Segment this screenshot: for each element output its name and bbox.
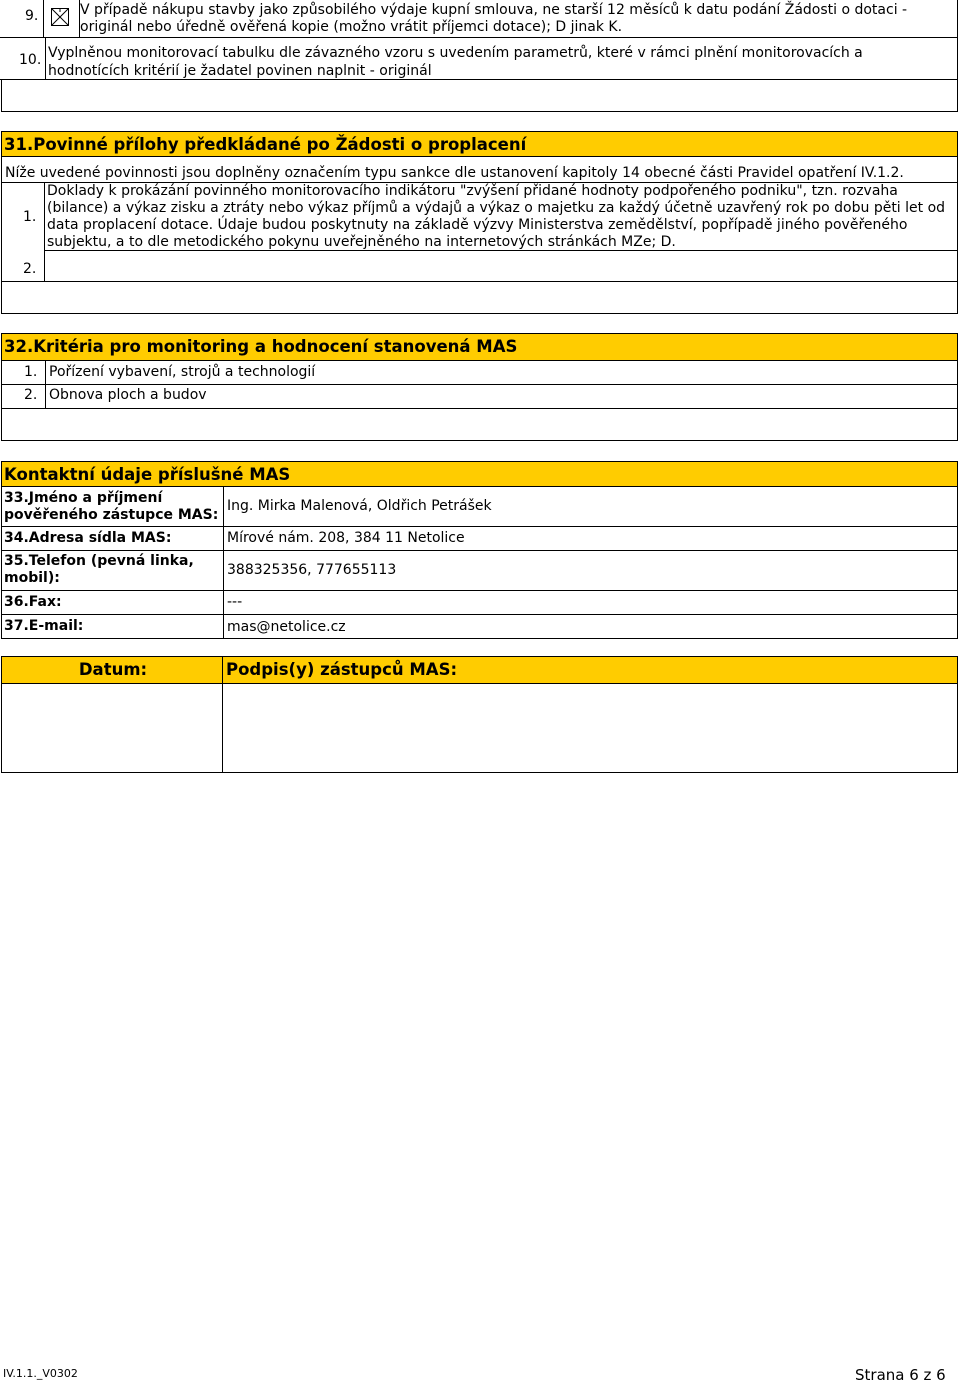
- criteria-number-cell: [2, 361, 46, 385]
- section-title: Kontaktní údaje příslušné MAS: [4, 465, 291, 484]
- spacer-box: [1, 80, 958, 112]
- signature-sign-field[interactable]: [223, 684, 958, 773]
- footer-page: Strana 6 z 6: [855, 1366, 946, 1384]
- item-number-cell: [0, 0, 44, 38]
- criteria-row: [1, 361, 958, 385]
- contact-value: ---: [227, 594, 243, 610]
- spacer-box: [1, 409, 958, 441]
- sign-label: Podpis(y) zástupců MAS:: [226, 660, 458, 679]
- contact-value: 388325356, 777655113: [227, 562, 397, 578]
- contact-row-name: [1, 487, 958, 527]
- signature-date-header: [1, 656, 223, 684]
- contact-row-address: [1, 527, 958, 551]
- contact-label: 35.Telefon (pevná linka, mobil):: [4, 553, 194, 586]
- criteria-number-cell: [2, 385, 46, 409]
- contact-label: 34.Adresa sídla MAS:: [4, 530, 172, 546]
- criteria-number: 2.: [24, 387, 38, 403]
- footer-code: IV.1.1._V0302: [3, 1367, 78, 1380]
- item-number: 10.: [19, 52, 42, 68]
- section-title: 31.Povinné přílohy předkládané po Žádosti o proplacení: [4, 135, 527, 154]
- section-31-intro: Níže uvedené povinnosti jsou doplněny označením typu sankce dle ustanovení kapitoly 14 obecné části Pravidel opatření IV.1.2.: [1, 157, 958, 183]
- contact-value: Mírové nám. 208, 384 11 Netolice: [227, 530, 465, 546]
- list-item-number: 2.: [23, 261, 37, 277]
- section-31-header: [1, 131, 958, 157]
- contact-label: 33.Jméno a příjmení pověřeného zástupce MAS:: [4, 490, 219, 523]
- criteria-text: Pořízení vybavení, strojů a technologií: [49, 364, 316, 380]
- contact-row-phone: [1, 551, 958, 591]
- label-cell: [2, 527, 224, 551]
- contact-value: mas@netolice.cz: [227, 619, 346, 635]
- contact-header: [1, 461, 958, 487]
- section-32-header: [1, 333, 958, 361]
- item-number: 9.: [25, 8, 39, 24]
- item-number-cell: [0, 38, 46, 80]
- label-cell: [2, 487, 224, 527]
- label-cell: [2, 615, 224, 639]
- item-10-row: [0, 38, 958, 80]
- spacer-box: [1, 281, 958, 314]
- item-text: V případě nákupu stavby jako způsobilého výdaje kupní smlouva, ne starší 12 měsíců k datu podání Žádosti o dotaci - originál nebo úředně ověřená kopie (možno vrátit příjemci dotace); D jinak K.: [80, 2, 908, 35]
- contact-row-fax: [1, 591, 958, 615]
- criteria-row: [1, 385, 958, 409]
- item-text-cell: [46, 38, 958, 80]
- list-item-text: Doklady k prokázání povinného monitorovacího indikátoru "zvýšení přidané hodnoty podpořeného podniku", tzn. rozvaha (bilance) a výkaz zisku a ztráty nebo výkaz příjmů a výdajů a výkaz o majetku za každý účetně uzavřený rok po dobu pěti let od data proplacení dotace. Údaje budou poskytnuty na základě výzvy Ministerstva zemědělství, popřípadě jiného pověřeného subjektu, a to dle metodického pokynu uveřejněného na internetových stránkách MZe; D.: [47, 183, 946, 250]
- label-cell: [2, 591, 224, 615]
- label-cell: [2, 551, 224, 591]
- item-text-cell: [80, 0, 958, 38]
- section-title: 32.Kritéria pro monitoring a hodnocení stanovená MAS: [4, 337, 518, 356]
- signature-date-field[interactable]: [1, 684, 223, 773]
- contact-value: Ing. Mirka Malenová, Oldřich Petrášek: [227, 498, 492, 514]
- item-9-row: [0, 0, 958, 38]
- checkbox-cell: [44, 0, 80, 38]
- list-item-number: 1.: [23, 209, 37, 225]
- contact-row-email: [1, 615, 958, 639]
- criteria-number: 1.: [24, 364, 38, 380]
- item-text: Vyplněnou monitorovací tabulku dle závazného vzoru s uvedením parametrů, které v rámci plnění monitorovacích a hodnotících kritérií je žadatel povinen naplnit - originál: [48, 45, 863, 79]
- signature-sign-header: [223, 656, 958, 684]
- date-label: Datum:: [78, 660, 148, 679]
- criteria-text: Obnova ploch a budov: [49, 387, 207, 403]
- contact-label: 36.Fax:: [4, 594, 62, 610]
- contact-label: 37.E-mail:: [4, 618, 84, 634]
